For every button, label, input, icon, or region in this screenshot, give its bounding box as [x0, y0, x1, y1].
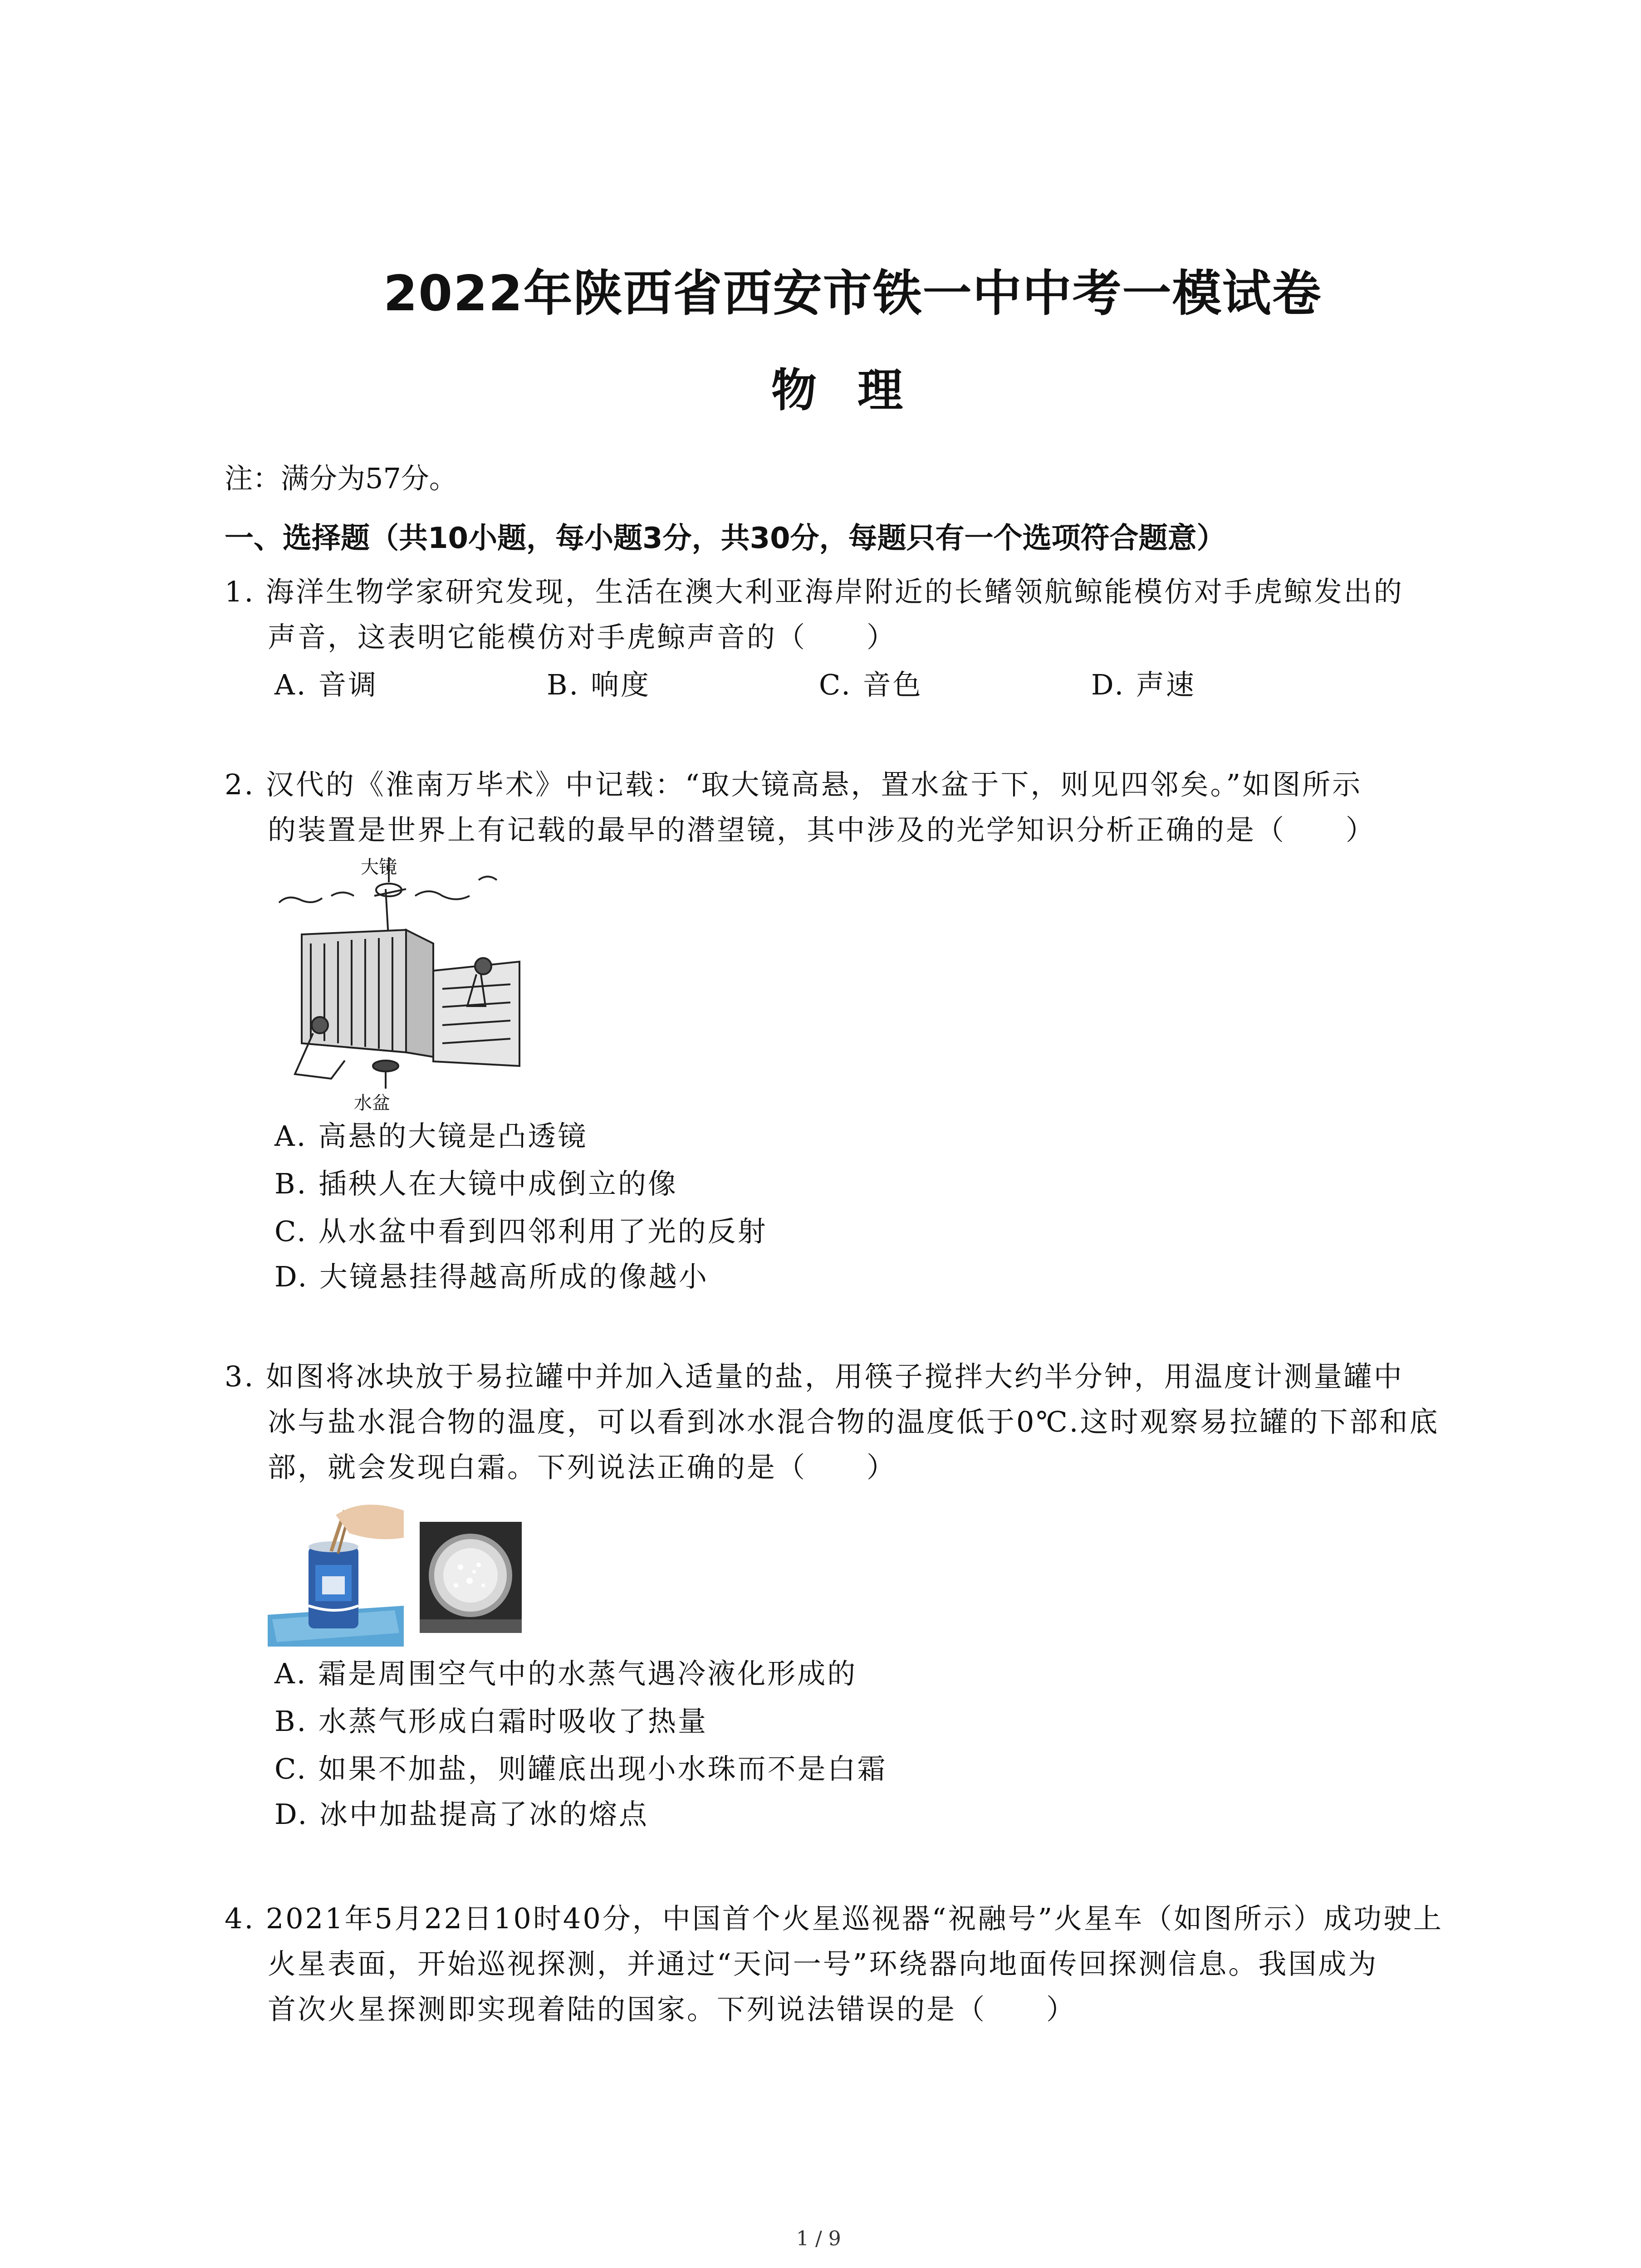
section-heading: 一、选择题（共10小题，每小题3分，共30分，每题只有一个选项符合题意）: [225, 522, 1226, 555]
question-line: 4. 2021年5月22日10时40分，中国首个火星巡视器“祝融号”火星车（如图所示）成功驶上: [225, 1902, 1444, 1935]
option-c: C. 如果不加盐，则罐底出现小水珠而不是白霜: [274, 1752, 887, 1785]
option-c: C. 音色: [819, 668, 923, 701]
option-b: B. 响度: [547, 668, 651, 701]
option-b: B. 水蒸气形成白霜时吸收了热量: [274, 1705, 708, 1738]
question-line: 火星表面，开始巡视探测，并通过“天问一号”环绕器向地面传回探测信息。我国成为: [268, 1947, 1378, 1980]
option-d: D. 声速: [1091, 668, 1196, 701]
question-line: 1. 海洋生物学家研究发现，生活在澳大利亚海岸附近的长鳍领航鲸能模仿对手虎鲸发出的: [225, 575, 1404, 608]
periscope-figure: [270, 853, 529, 1111]
question-line: 部，就会发现白霜。下列说法正确的是（ ）: [268, 1451, 897, 1484]
exam-title: 2022年陕西省西安市铁一中中考一模试卷: [383, 265, 1322, 322]
figure-label-basin: 水盆: [354, 1093, 390, 1111]
option-a: A. 高悬的大镜是凸透镜: [274, 1119, 588, 1153]
question-line: 的装置是世界上有记载的最早的潜望镜，其中涉及的光学知识分析正确的是（ ）: [268, 813, 1376, 846]
subject-title: 物理: [771, 364, 944, 417]
question-line: 冰与盐水混合物的温度，可以看到冰水混合物的温度低于0℃.这时观察易拉罐的下部和底: [268, 1405, 1440, 1438]
option-d: D. 冰中加盐提高了冰的熔点: [274, 1798, 649, 1831]
question-line: 3. 如图将冰块放于易拉罐中并加入适量的盐，用筷子搅拌大约半分钟，用温度计测量罐中: [225, 1360, 1404, 1393]
periscope-illustration: [270, 853, 529, 1111]
question-line: 首次火星探测即实现着陆的国家。下列说法错误的是（ ）: [268, 1993, 1077, 2026]
frost-photo: [420, 1522, 522, 1633]
option-d: D. 大镜悬挂得越高所成的像越小: [274, 1260, 709, 1293]
score-note: 注：满分为57分。: [225, 462, 457, 495]
question-line: 声音，这表明它能模仿对手虎鲸声音的（ ）: [268, 621, 897, 654]
frosted-can-bottom-illustration: [420, 1522, 522, 1633]
option-a: A. 霜是周围空气中的水蒸气遇冷液化形成的: [274, 1657, 857, 1690]
can-photo: [268, 1497, 404, 1647]
figure-label-mirror: 大镜: [361, 857, 397, 878]
option-b: B. 插秧人在大镜中成倒立的像: [274, 1167, 678, 1200]
option-a: A. 音调: [274, 668, 378, 701]
question-line: 2. 汉代的《淮南万毕术》中记载：“取大镜高悬，置水盆于下，则见四邻矣。”如图所示: [225, 768, 1362, 801]
option-c: C. 从水盆中看到四邻利用了光的反射: [274, 1215, 768, 1248]
can-with-ice-illustration: [268, 1497, 404, 1647]
page-number: 1 / 9: [796, 2227, 841, 2250]
